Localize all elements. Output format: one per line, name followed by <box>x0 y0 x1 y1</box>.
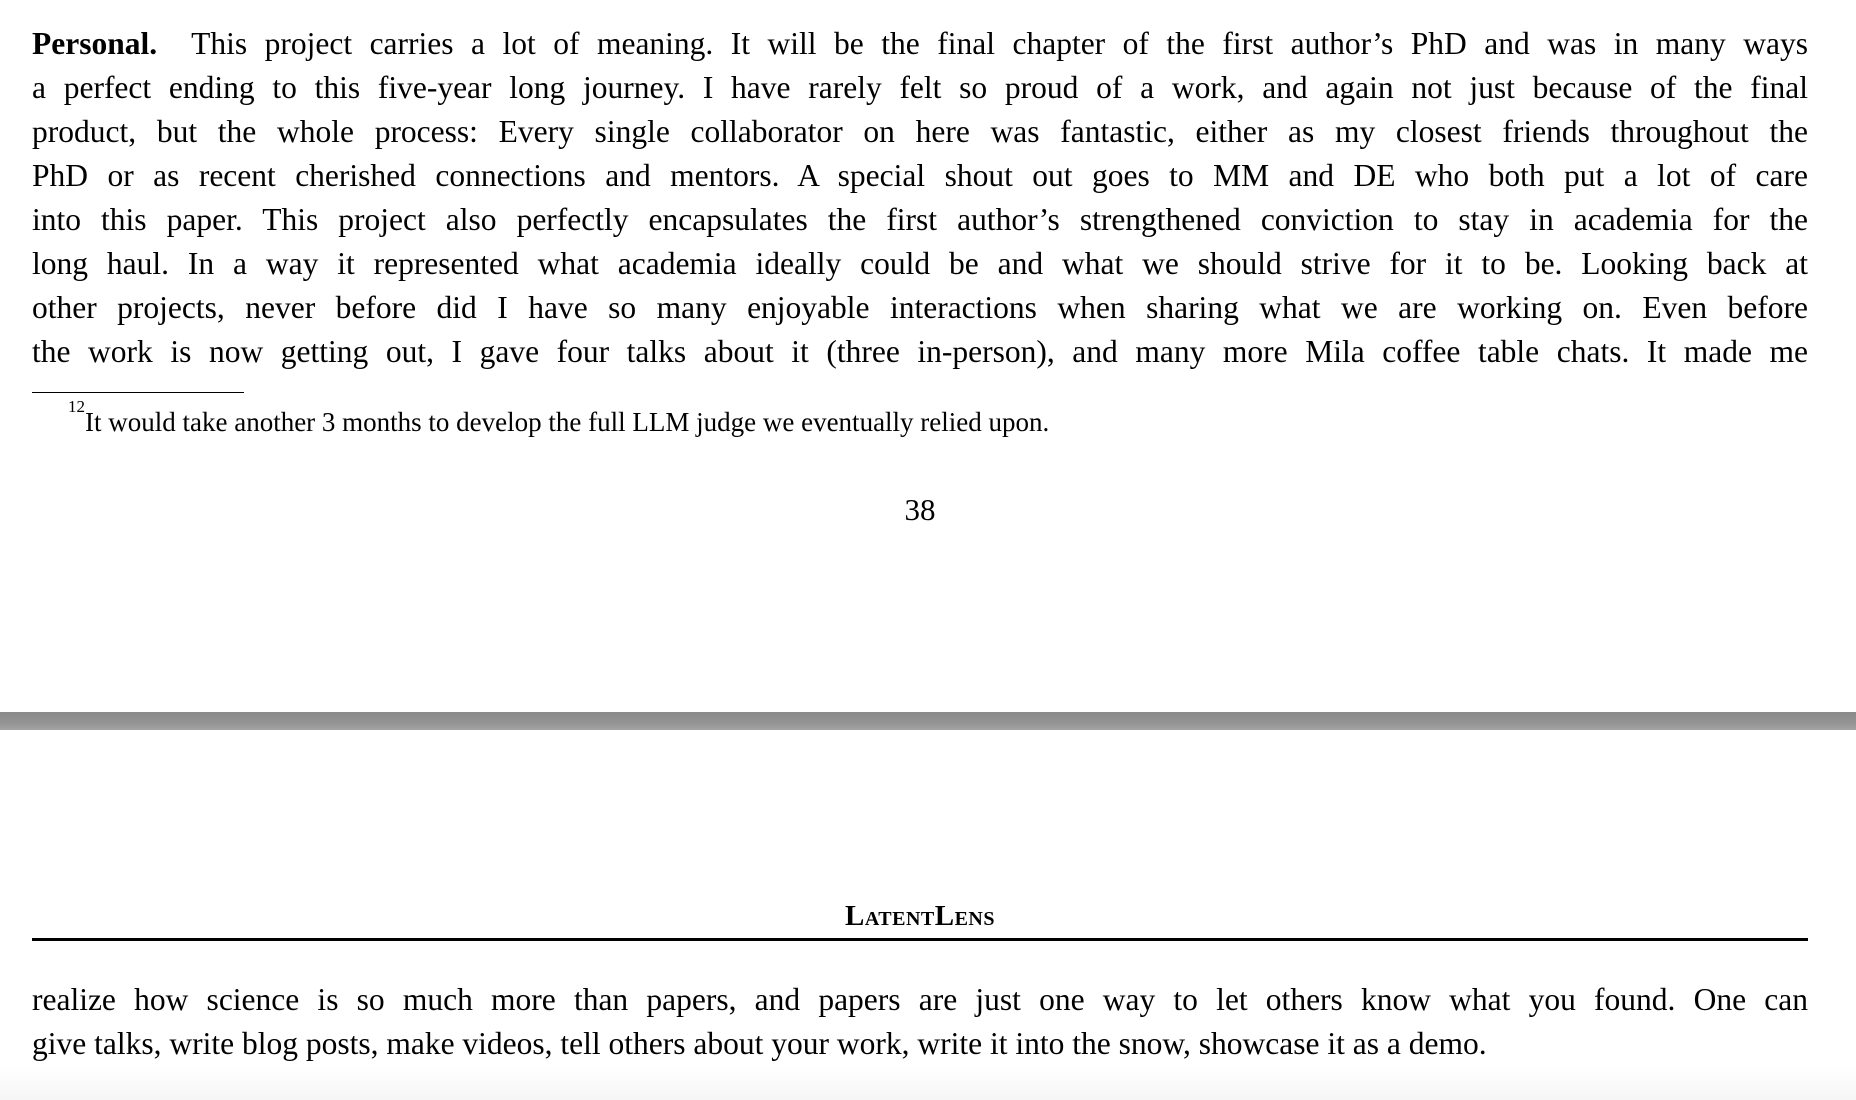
footnote-rule <box>32 392 244 393</box>
continued-line-1: realize how science is so much more than papers, and papers are just one way to let others know what you found. One can <box>32 982 1808 1017</box>
paragraph-line-1-text: This project carries a lot of meaning. It will be the final chapter of the first author’s PhD and was in many ways <box>191 26 1808 61</box>
paragraph-line-8: the work is now getting out, I gave four talks about it (three in-person), and many more Mila coffee table chats. It made me <box>32 334 1808 369</box>
personal-paragraph <box>32 22 1808 374</box>
run-in-heading: Personal. <box>32 26 158 61</box>
header-rule <box>32 938 1808 941</box>
continued-line-2: give talks, write blog posts, make videos, tell others about your work, write it into the snow, showcase it as a demo. <box>32 1026 1487 1061</box>
footnote-marker: 12 <box>68 397 85 416</box>
page-separator <box>0 712 1856 730</box>
running-head: LatentLens <box>844 900 995 932</box>
paragraph-line-4: PhD or as recent cherished connections and mentors. A special shout out goes to MM and DE who both put a lot of care <box>32 158 1808 193</box>
paragraph-line-7: other projects, never before did I have so many enjoyable interactions when sharing what we are working on. Even before <box>32 290 1808 325</box>
page-number: 38 <box>904 492 936 527</box>
paragraph-line-1 <box>32 22 1808 66</box>
page-bottom-shade <box>0 1066 1856 1100</box>
continued-paragraph <box>32 978 1808 1066</box>
paragraph-line-3: product, but the whole process: Every single collaborator on here was fantastic, either as my closest friends throughout the <box>32 114 1808 149</box>
paragraph-line-2: a perfect ending to this five-year long journey. I have rarely felt so proud of a work, and again not just because of the final <box>32 70 1808 105</box>
footnote-text: It would take another 3 months to develop the full LLM judge we eventually relied upon. <box>85 407 1050 437</box>
footnote <box>68 397 1050 442</box>
paragraph-line-6: long haul. In a way it represented what academia ideally could be and what we should strive for it to be. Looking back at <box>32 246 1808 281</box>
paragraph-line-5: into this paper. This project also perfectly encapsulates the first author’s strengthened conviction to stay in academia for the <box>32 202 1808 237</box>
